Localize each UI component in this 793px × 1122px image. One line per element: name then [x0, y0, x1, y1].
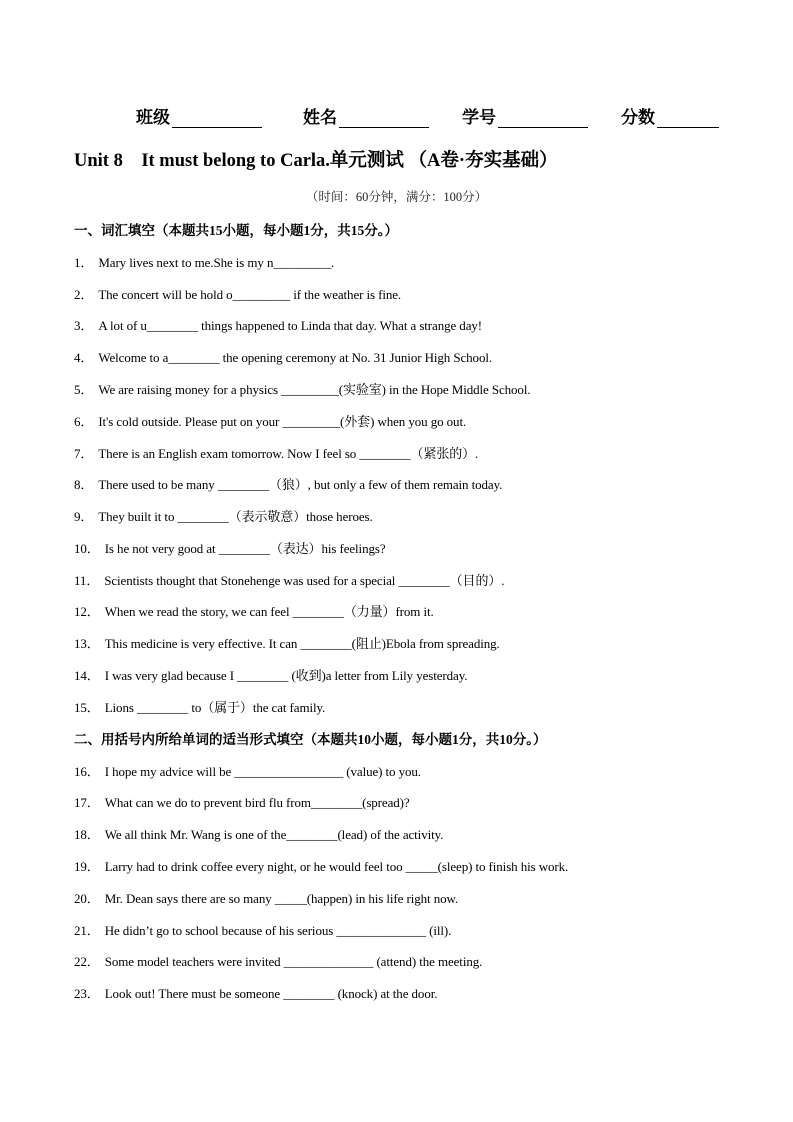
section-heading-vocabulary: 一、词汇填空（本题共15小题，每小题1分，共15分。） [74, 223, 398, 238]
question-item [74, 920, 451, 939]
question-item [74, 315, 482, 334]
question-text: I hope my advice will be _________________ (value) to you. [104, 764, 421, 779]
question-item [74, 443, 478, 462]
question-text: Mr. Dean says there are so many _____(happen) in his life right now. [104, 891, 459, 906]
question-item [74, 633, 500, 652]
question-number: 15． [74, 700, 100, 715]
question-text: Is he not very good at ________（表达）his feelings? [104, 541, 386, 556]
question-number: 14． [74, 668, 100, 683]
score-field [621, 103, 719, 128]
question-text: Welcome to a________ the opening ceremony at No. 31 Junior High School. [98, 350, 493, 365]
question-number: 22． [74, 954, 100, 969]
question-number: 16． [74, 764, 100, 779]
question-text: A lot of u________ things happened to Linda that day. What a strange day! [98, 318, 483, 333]
section-heading-word-forms: 二、用括号内所给单词的适当形式填空（本题共10小题，每小题1分，共10分。） [74, 732, 547, 747]
question-number: 12． [74, 604, 100, 619]
question-text: We are raising money for a physics _________(实验室) in the Hope Middle School. [98, 382, 531, 397]
question-number: 17． [74, 795, 100, 810]
student-id-blank-line [498, 107, 588, 128]
question-number: 6． [74, 414, 94, 429]
question-text: Some model teachers were invited ______________ (attend) the meeting. [104, 954, 483, 969]
question-number: 20． [74, 891, 100, 906]
question-number: 3． [74, 318, 94, 333]
exam-title: Unit 8 It must belong to Carla.单元测试 （A卷·夯实基础） [74, 151, 558, 171]
question-item [74, 284, 401, 303]
question-item [74, 411, 466, 430]
question-item [74, 570, 504, 589]
question-number: 11． [74, 573, 100, 588]
question-item [74, 761, 421, 780]
question-item [74, 347, 492, 366]
question-item [74, 792, 410, 811]
question-number: 18． [74, 827, 100, 842]
question-item [74, 506, 373, 525]
question-text: Lions ________ to（属于）the cat family. [104, 700, 326, 715]
question-item [74, 665, 467, 684]
question-text: This medicine is very effective. It can ________(阻止)Ebola from spreading. [104, 636, 500, 651]
student-id-label: 学号 [462, 108, 496, 128]
question-text: What can we do to prevent bird flu from________(spread)? [104, 795, 410, 810]
question-number: 23． [74, 986, 100, 1001]
question-text: Scientists thought that Stonehenge was used for a special ________（目的）. [104, 573, 505, 588]
question-text: The concert will be hold o_________ if the weather is fine. [98, 287, 402, 302]
question-item [74, 379, 531, 398]
name-field [303, 103, 429, 128]
question-item [74, 697, 325, 716]
question-number: 5． [74, 382, 94, 397]
question-item [74, 601, 434, 620]
question-text: There is an English exam tomorrow. Now I feel so ________（紧张的）. [98, 446, 479, 461]
student-id-field [462, 103, 588, 128]
question-item [74, 951, 482, 970]
question-number: 13． [74, 636, 100, 651]
class-field [136, 103, 262, 128]
name-label: 姓名 [303, 108, 337, 128]
question-number: 7． [74, 446, 94, 461]
question-number: 4． [74, 350, 94, 365]
question-item [74, 983, 437, 1002]
class-label: 班级 [136, 108, 170, 128]
question-item [74, 474, 502, 493]
score-label: 分数 [621, 108, 655, 128]
question-text: There used to be many ________（狼）, but only a few of them remain today. [98, 477, 503, 492]
name-blank-line [339, 107, 429, 128]
question-text: It's cold outside. Please put on your _________(外套) when you go out. [98, 414, 467, 429]
question-text: I was very glad because I ________ (收到)a letter from Lily yesterday. [104, 668, 468, 683]
question-item [74, 252, 334, 271]
question-number: 1． [74, 255, 94, 270]
question-number: 19． [74, 859, 100, 874]
question-item [74, 824, 443, 843]
question-text: When we read the story, we can feel ________（力量）from it. [104, 604, 434, 619]
question-text: Larry had to drink coffee every night, or he would feel too _____(sleep) to finish his work. [104, 859, 569, 874]
question-item [74, 538, 386, 557]
exam-subtitle: （时间：60分钟，满分：100分） [305, 190, 488, 204]
question-item [74, 888, 458, 907]
question-number: 21． [74, 923, 100, 938]
score-blank-line [657, 107, 719, 128]
question-text: Mary lives next to me.She is my n_________. [98, 255, 335, 270]
question-number: 9． [74, 509, 94, 524]
question-text: Look out! There must be someone ________ (knock) at the door. [104, 986, 438, 1001]
question-item [74, 856, 568, 875]
question-number: 10． [74, 541, 100, 556]
class-blank-line [172, 107, 262, 128]
question-number: 8． [74, 477, 94, 492]
question-text: We all think Mr. Wang is one of the________(lead) of the activity. [104, 827, 444, 842]
question-text: They built it to ________（表示敬意）those heroes. [98, 509, 373, 524]
student-info-row [136, 103, 736, 129]
question-number: 2． [74, 287, 94, 302]
question-text: He didn’t go to school because of his serious ______________ (ill). [104, 923, 452, 938]
